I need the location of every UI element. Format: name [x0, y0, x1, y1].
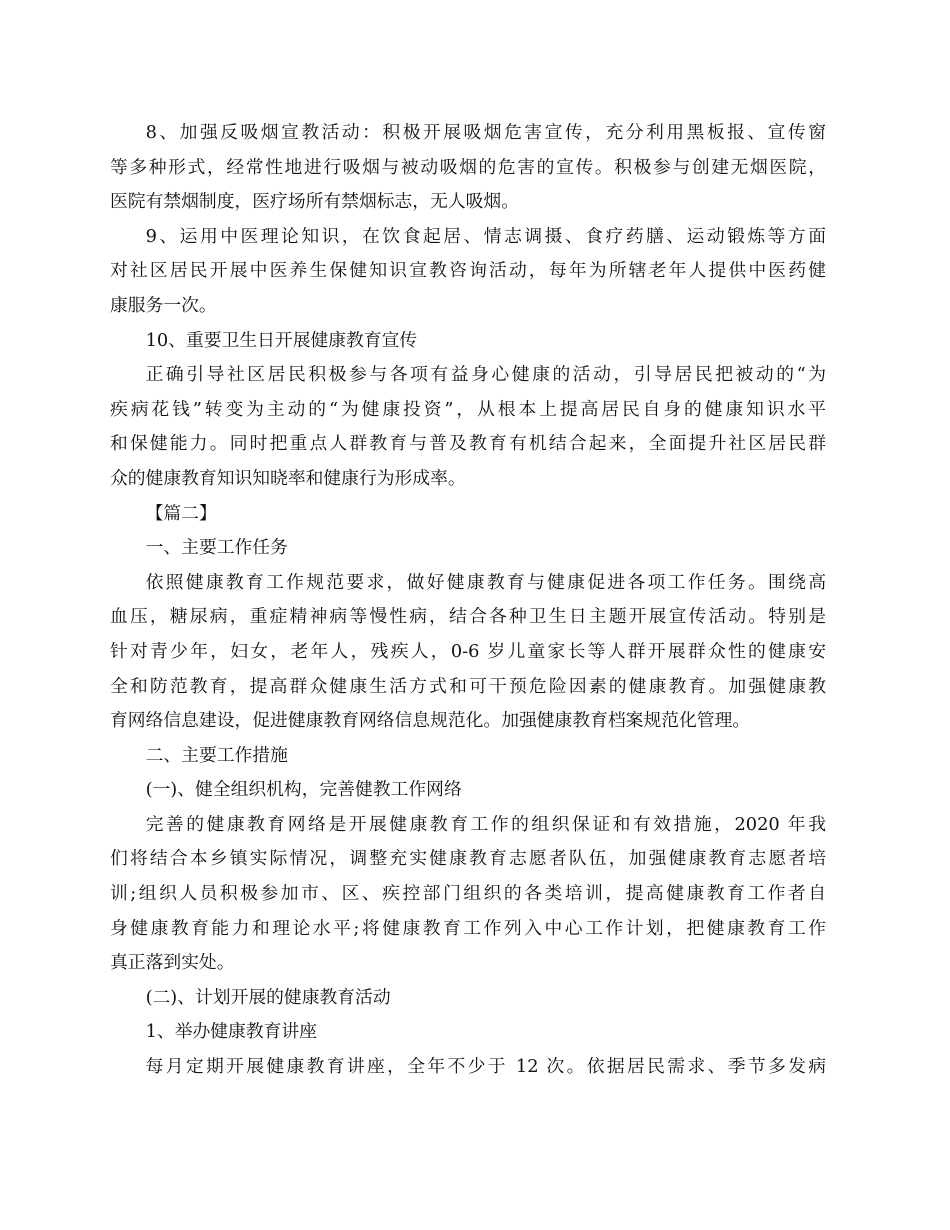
text-line: 全和防范教育，提高群众健康生活方式和可干预危险因素的健康教育。加强健康教 — [110, 675, 826, 697]
text-line: 8、加强反吸烟宣教活动：积极开展吸烟危害宣传，充分利用黑板报、宣传窗 — [145, 122, 826, 143]
text-line: (一)、健全组织机构，完善健教工作网络 — [145, 779, 462, 801]
text-line: 众的健康教育知识知晓率和健康行为形成率。 — [110, 467, 466, 489]
text-line: 康服务一次。 — [110, 294, 217, 316]
text-line: 医院有禁烟制度，医疗场所有禁烟标志，无人吸烟。 — [110, 191, 519, 213]
text-line: 完善的健康教育网络是开展健康教育工作的组织保证和有效措施，2020 年我 — [145, 813, 826, 835]
text-line: 10、重要卫生日开展健康教育宣传 — [145, 329, 418, 351]
text-line: (二)、计划开展的健康教育活动 — [145, 986, 391, 1008]
text-line: 等多种形式，经常性地进行吸烟与被动吸烟的危害的宣传。积极参与创建无烟医院， — [110, 156, 826, 178]
text-line: 育网络信息建设，促进健康教育网络信息规范化。加强健康教育档案规范化管理。 — [110, 710, 751, 732]
text-line: 1、举办健康教育讲座 — [145, 1021, 317, 1043]
text-line: 对社区居民开展中医养生保健知识宣教咨询活动，每年为所辖老年人提供中医药健 — [110, 260, 826, 282]
document-body — [110, 116, 826, 1085]
text-line: 针对青少年，妇女，老年人，残疾人，0-6 岁儿童家长等人群开展群众性的健康安 — [110, 640, 826, 662]
text-line: 每月定期开展健康教育讲座，全年不少于 12 次。依据居民需求、季节多发病 — [145, 1056, 826, 1078]
text-line: 依照健康教育工作规范要求，做好健康教育与健康促进各项工作任务。围绕高 — [145, 571, 826, 593]
text-line: 【篇二】 — [145, 502, 217, 524]
text-line: 训;组织人员积极参加市、区、疾控部门组织的各类培训，提高健康教育工作者自 — [110, 883, 826, 905]
text-line: 一、主要工作任务 — [145, 537, 288, 559]
text-line: 血压，糖尿病，重症精神病等慢性病，结合各种卫生日主题开展宣传活动。特别是 — [110, 606, 826, 628]
text-line: 疾病花钱”转变为主动的“为健康投资”，从根本上提高居民自身的健康知识水平 — [110, 398, 826, 420]
text-line: 身健康教育能力和理论水平;将健康教育工作列入中心工作计划，把健康教育工作 — [110, 917, 826, 939]
text-line: 9、运用中医理论知识，在饮食起居、情志调摄、食疗药膳、运动锻炼等方面 — [145, 225, 826, 247]
text-line: 和保健能力。同时把重点人群教育与普及教育有机结合起来，全面提升社区居民群 — [110, 433, 826, 455]
text-line: 真正落到实处。 — [110, 952, 235, 974]
text-line: 们将结合本乡镇实际情况，调整充实健康教育志愿者队伍，加强健康教育志愿者培 — [110, 848, 826, 870]
text-line: 正确引导社区居民积极参与各项有益身心健康的活动，引导居民把被动的“为 — [145, 364, 826, 386]
text-line: 二、主要工作措施 — [145, 744, 288, 766]
